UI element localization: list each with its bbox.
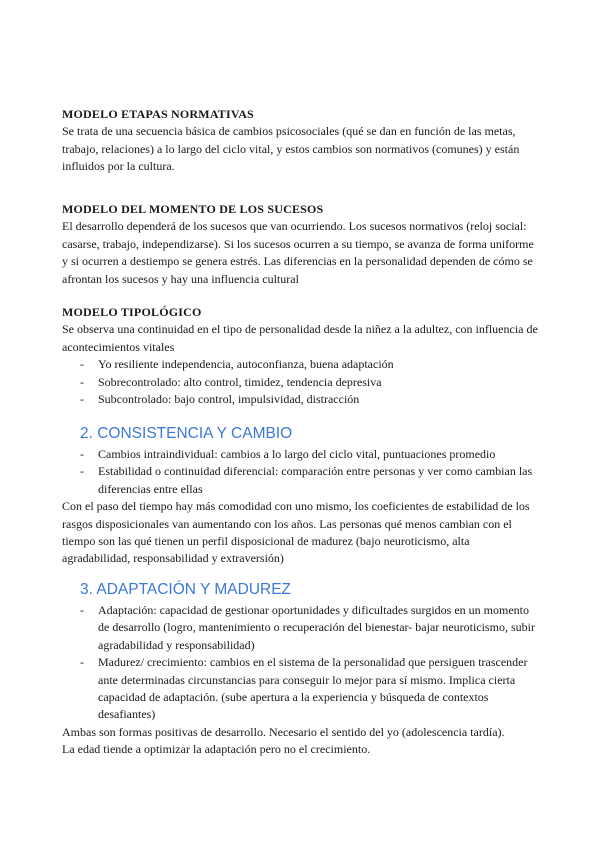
list-item: - Sobrecontrolado: alto control, timidez, tendencia depresiva bbox=[62, 374, 540, 391]
bullet-list bbox=[62, 446, 540, 498]
section-paragraph: Con el paso del tiempo hay más comodidad con uno mismo, los coeficientes de estabilidad de los rasgos disposicionales van aumentando con los años. Las personas qué menos cambian con el tiempo son las qué tienen un perfil disposicional de madurez (bajo neuroticismo, alta agradabilidad, responsabilidad y extraversión) bbox=[62, 499, 530, 566]
section-paragraph: Se observa una continuidad en el tipo de personalidad desde la niñez a la adultez, con influencia de acontecimientos vitales bbox=[62, 322, 538, 354]
section-etapas-normativas bbox=[62, 106, 540, 176]
section-adaptacion-madurez bbox=[62, 580, 540, 759]
bullet-list bbox=[62, 602, 540, 724]
list-item: - Yo resiliente independencia, autoconfianza, buena adaptación bbox=[62, 356, 540, 373]
section-heading: MODELO TIPOLÓGICO bbox=[62, 305, 202, 319]
list-item: - Estabilidad o continuidad diferencial: comparación entre personas y ver como cambian las diferencias entre ellas bbox=[62, 463, 540, 498]
section-heading: MODELO ETAPAS NORMATIVAS bbox=[62, 107, 254, 121]
section-momento-sucesos bbox=[62, 201, 540, 288]
section-tipologico bbox=[62, 304, 540, 408]
list-item: - Adaptación: capacidad de gestionar oportunidades y dificultades surgidos en un momento de desarrollo (logro, mantenimiento o recuperación del bienestar- bajar neuroticismo, subir agradabilidad y responsabilidad) bbox=[62, 602, 540, 654]
section-consistencia-cambio bbox=[62, 424, 540, 568]
bullet-list bbox=[62, 356, 540, 408]
list-item: - Cambios intraindividual: cambios a lo largo del ciclo vital, puntuaciones promedio bbox=[62, 446, 540, 463]
list-item: - Madurez/ crecimiento: cambios en el sistema de la personalidad que persiguen trascender ante determinadas circunstancias para conseguir lo mejor para sí mismo. Implica cierta capacidad de adaptación. (sube apertura a la experiencia y búsqueda de contextos desafiantes) bbox=[62, 654, 540, 724]
section-heading: MODELO DEL MOMENTO DE LOS SUCESOS bbox=[62, 202, 324, 216]
section-paragraph: Se trata de una secuencia básica de cambios psicosociales (qué se dan en función de las metas, trabajo, relaciones) a lo largo del ciclo vital, y estos cambios son normativos (comunes) y están influidos por la cultura. bbox=[62, 124, 520, 174]
section-paragraph: La edad tiende a optimizar la adaptación pero no el crecimiento. bbox=[62, 742, 371, 757]
section-heading: 2. CONSISTENCIA Y CAMBIO bbox=[80, 425, 293, 442]
section-heading: 3. ADAPTACIÓN Y MADUREZ bbox=[80, 581, 292, 598]
section-paragraph: Ambas son formas positivas de desarrollo. Necesario el sentido del yo (adolescencia tardía). bbox=[62, 724, 505, 739]
list-item: - Subcontrolado: bajo control, impulsividad, distracción bbox=[62, 391, 540, 408]
section-paragraph: El desarrollo dependerá de los sucesos que van ocurriendo. Los sucesos normativos (reloj social: casarse, trabajo, independizarse). Si los sucesos ocurren a su tiempo, se avanza de forma uniforme y si ocurren a destiempo se genera estrés. Las diferencias en la personalidad dependen de cómo se afrontan los sucesos y hay una influencia cultural bbox=[62, 219, 534, 286]
